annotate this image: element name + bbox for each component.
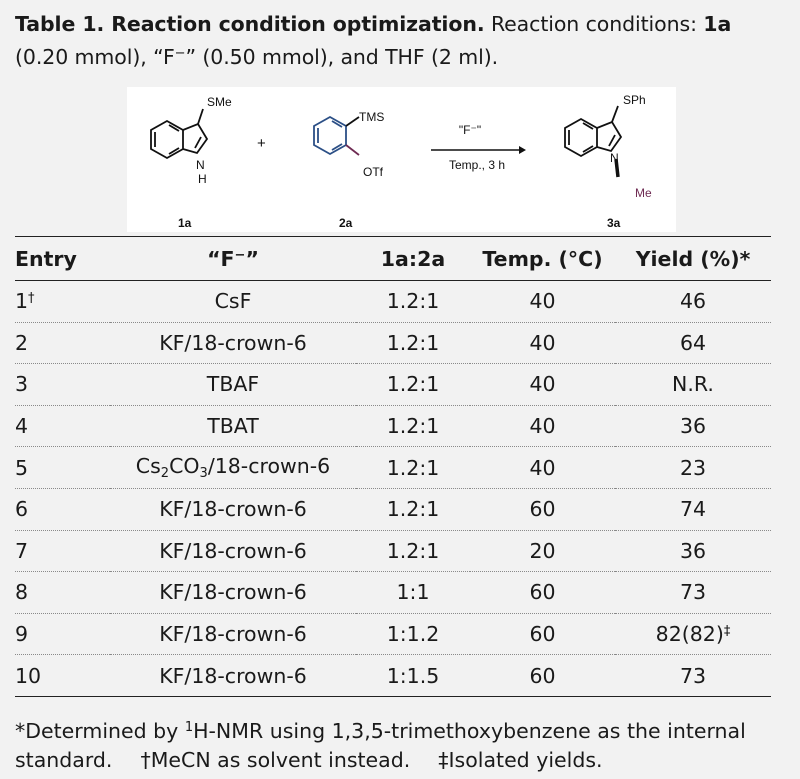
- entry-number: 2: [15, 330, 29, 355]
- cell-fluoride: TBAT: [110, 405, 356, 447]
- header-entry: Entry: [15, 237, 110, 281]
- table-row: [15, 405, 771, 447]
- cell-fluoride: TBAF: [110, 364, 356, 406]
- entry-number: 6: [15, 497, 29, 522]
- cell-yield: [615, 572, 771, 614]
- scheme-sph: SPh: [623, 93, 646, 107]
- compound-3a-structure: [565, 106, 621, 156]
- footnote-b: †MeCN as solvent instead.: [140, 748, 411, 772]
- yield-value: 36: [679, 414, 707, 439]
- results-table: [15, 236, 771, 697]
- otf-bond: [346, 145, 359, 155]
- caption-title: Table 1. Reaction condition optimization.: [15, 12, 485, 36]
- scheme-nh-h: H: [198, 172, 207, 186]
- scheme-plus: +: [257, 135, 266, 152]
- cell-yield: [615, 364, 771, 406]
- scheme-nh-n: N: [196, 158, 205, 172]
- cell-entry: [15, 322, 110, 364]
- scheme-reagent: "F⁻": [458, 123, 482, 137]
- entry-number: 7: [15, 538, 29, 563]
- cell-entry: [15, 655, 110, 697]
- cell-entry: [15, 364, 110, 406]
- scheme-tms: TMS: [359, 110, 385, 124]
- footnote-a2: H-NMR using 1,3,5-trimethoxybenzene as the internal standard.: [15, 719, 746, 772]
- cell-ratio: 1:1: [356, 572, 470, 614]
- cell-ratio: 1.2:1: [356, 364, 470, 406]
- cell-yield: [615, 613, 771, 655]
- table-row: [15, 488, 771, 530]
- compound-1a-structure: [151, 109, 207, 158]
- header-fluoride-open: “F: [207, 246, 235, 271]
- table-header-row: [15, 237, 771, 281]
- cell-fluoride: [110, 447, 356, 489]
- compound-2a-structure: [314, 117, 346, 154]
- entry-number: 9: [15, 622, 29, 647]
- entry-number: 4: [15, 414, 29, 439]
- yield-value: 73: [679, 580, 707, 605]
- cell-entry: [15, 530, 110, 572]
- footnote-c: ‡Isolated yields.: [438, 748, 603, 772]
- yield-value: 36: [679, 538, 707, 563]
- cell-fluoride: KF/18-crown-6: [110, 613, 356, 655]
- cell-yield: [615, 530, 771, 572]
- entry-number: 8: [15, 580, 29, 605]
- entry-footnote-mark: †: [28, 291, 35, 307]
- scheme-conditions: Temp., 3 h: [448, 158, 506, 172]
- cell-fluoride: KF/18-crown-6: [110, 530, 356, 572]
- cell-ratio: 1:1.2: [356, 613, 470, 655]
- cell-temp: 60: [470, 572, 615, 614]
- entry-number: 5: [15, 455, 29, 480]
- table-row: [15, 572, 771, 614]
- cell-fluoride: KF/18-crown-6: [110, 488, 356, 530]
- cell-fluoride: KF/18-crown-6: [110, 655, 356, 697]
- cell-yield: [615, 655, 771, 697]
- caption-text: Reaction conditions:: [484, 12, 704, 36]
- cell-entry: [15, 613, 110, 655]
- yield-value: 23: [679, 455, 707, 480]
- header-fluoride-close: ”: [245, 246, 259, 271]
- cell-temp: 40: [470, 322, 615, 364]
- scheme-otf: OTf: [363, 165, 383, 179]
- cell-temp: 20: [470, 530, 615, 572]
- table-row: [15, 447, 771, 489]
- table-row: [15, 364, 771, 406]
- table-row: [15, 655, 771, 697]
- entry-number: 1: [15, 289, 29, 314]
- footnote-a1: *Determined by: [15, 719, 185, 743]
- table-row: [15, 613, 771, 655]
- cell-yield: [615, 405, 771, 447]
- cell-ratio: 1:1.5: [356, 655, 470, 697]
- scheme-sme: SMe: [207, 95, 232, 109]
- cell-entry: [15, 447, 110, 489]
- entry-number: 3: [15, 372, 29, 397]
- cell-fluoride: KF/18-crown-6: [110, 322, 356, 364]
- cell-entry: [15, 281, 110, 323]
- yield-footnote-mark: ‡: [723, 624, 731, 640]
- cell-temp: 60: [470, 655, 615, 697]
- reaction-scheme: [127, 87, 676, 232]
- cell-temp: 40: [470, 447, 615, 489]
- label-3a: 3a: [607, 216, 621, 230]
- table-footnote: [15, 713, 785, 775]
- caption-text-3: ” (0.50 mmol), and THF (2 ml).: [185, 45, 499, 69]
- yield-value: 82(82): [655, 622, 724, 647]
- table-row: [15, 281, 771, 323]
- cell-yield: [615, 322, 771, 364]
- header-temp: Temp. (°C): [470, 237, 615, 281]
- formula-part: Cs: [135, 454, 161, 479]
- cell-fluoride: KF/18-crown-6: [110, 572, 356, 614]
- formula-part: CO: [169, 454, 200, 479]
- cell-ratio: 1.2:1: [356, 281, 470, 323]
- cell-ratio: 1.2:1: [356, 322, 470, 364]
- caption-text-2: (0.20 mmol), “F: [15, 45, 175, 69]
- yield-value: 74: [679, 497, 707, 522]
- cell-yield: [615, 447, 771, 489]
- formula-subscript: 3: [199, 466, 208, 482]
- yield-value: 64: [679, 330, 707, 355]
- scheme-me: Me: [635, 186, 652, 200]
- formula-subscript: 2: [160, 466, 170, 482]
- formula-part: /18-crown-6: [207, 454, 331, 479]
- caption-compound: 1a: [703, 12, 732, 36]
- cell-entry: [15, 488, 110, 530]
- cell-ratio: 1.2:1: [356, 530, 470, 572]
- table-caption: [15, 9, 785, 72]
- cell-entry: [15, 572, 110, 614]
- cell-temp: 40: [470, 281, 615, 323]
- cell-yield: [615, 488, 771, 530]
- header-fluoride-sup: −: [234, 247, 246, 263]
- header-yield: Yield (%)*: [615, 237, 771, 281]
- cell-temp: 60: [470, 613, 615, 655]
- header-fluoride: [110, 237, 356, 281]
- yield-value: N.R.: [672, 372, 714, 397]
- cell-temp: 40: [470, 405, 615, 447]
- caption-sup: −: [174, 46, 186, 61]
- cell-temp: 40: [470, 364, 615, 406]
- yield-value: 46: [679, 289, 707, 314]
- table-row: [15, 530, 771, 572]
- reaction-arrowhead: [519, 146, 526, 154]
- footnote-sup: 1: [184, 720, 194, 735]
- cell-ratio: 1.2:1: [356, 447, 470, 489]
- cell-yield: [615, 281, 771, 323]
- cell-temp: 60: [470, 488, 615, 530]
- scheme-n3: N: [610, 151, 619, 165]
- header-ratio: 1a:2a: [356, 237, 470, 281]
- label-1a: 1a: [178, 216, 192, 230]
- tms-bond: [346, 117, 359, 126]
- cell-fluoride: CsF: [110, 281, 356, 323]
- entry-number: 10: [15, 663, 42, 688]
- cell-ratio: 1.2:1: [356, 488, 470, 530]
- table-row: [15, 322, 771, 364]
- reaction-scheme-svg: [127, 87, 676, 232]
- cell-ratio: 1.2:1: [356, 405, 470, 447]
- yield-value: 73: [679, 663, 707, 688]
- cell-entry: [15, 405, 110, 447]
- label-2a: 2a: [339, 216, 353, 230]
